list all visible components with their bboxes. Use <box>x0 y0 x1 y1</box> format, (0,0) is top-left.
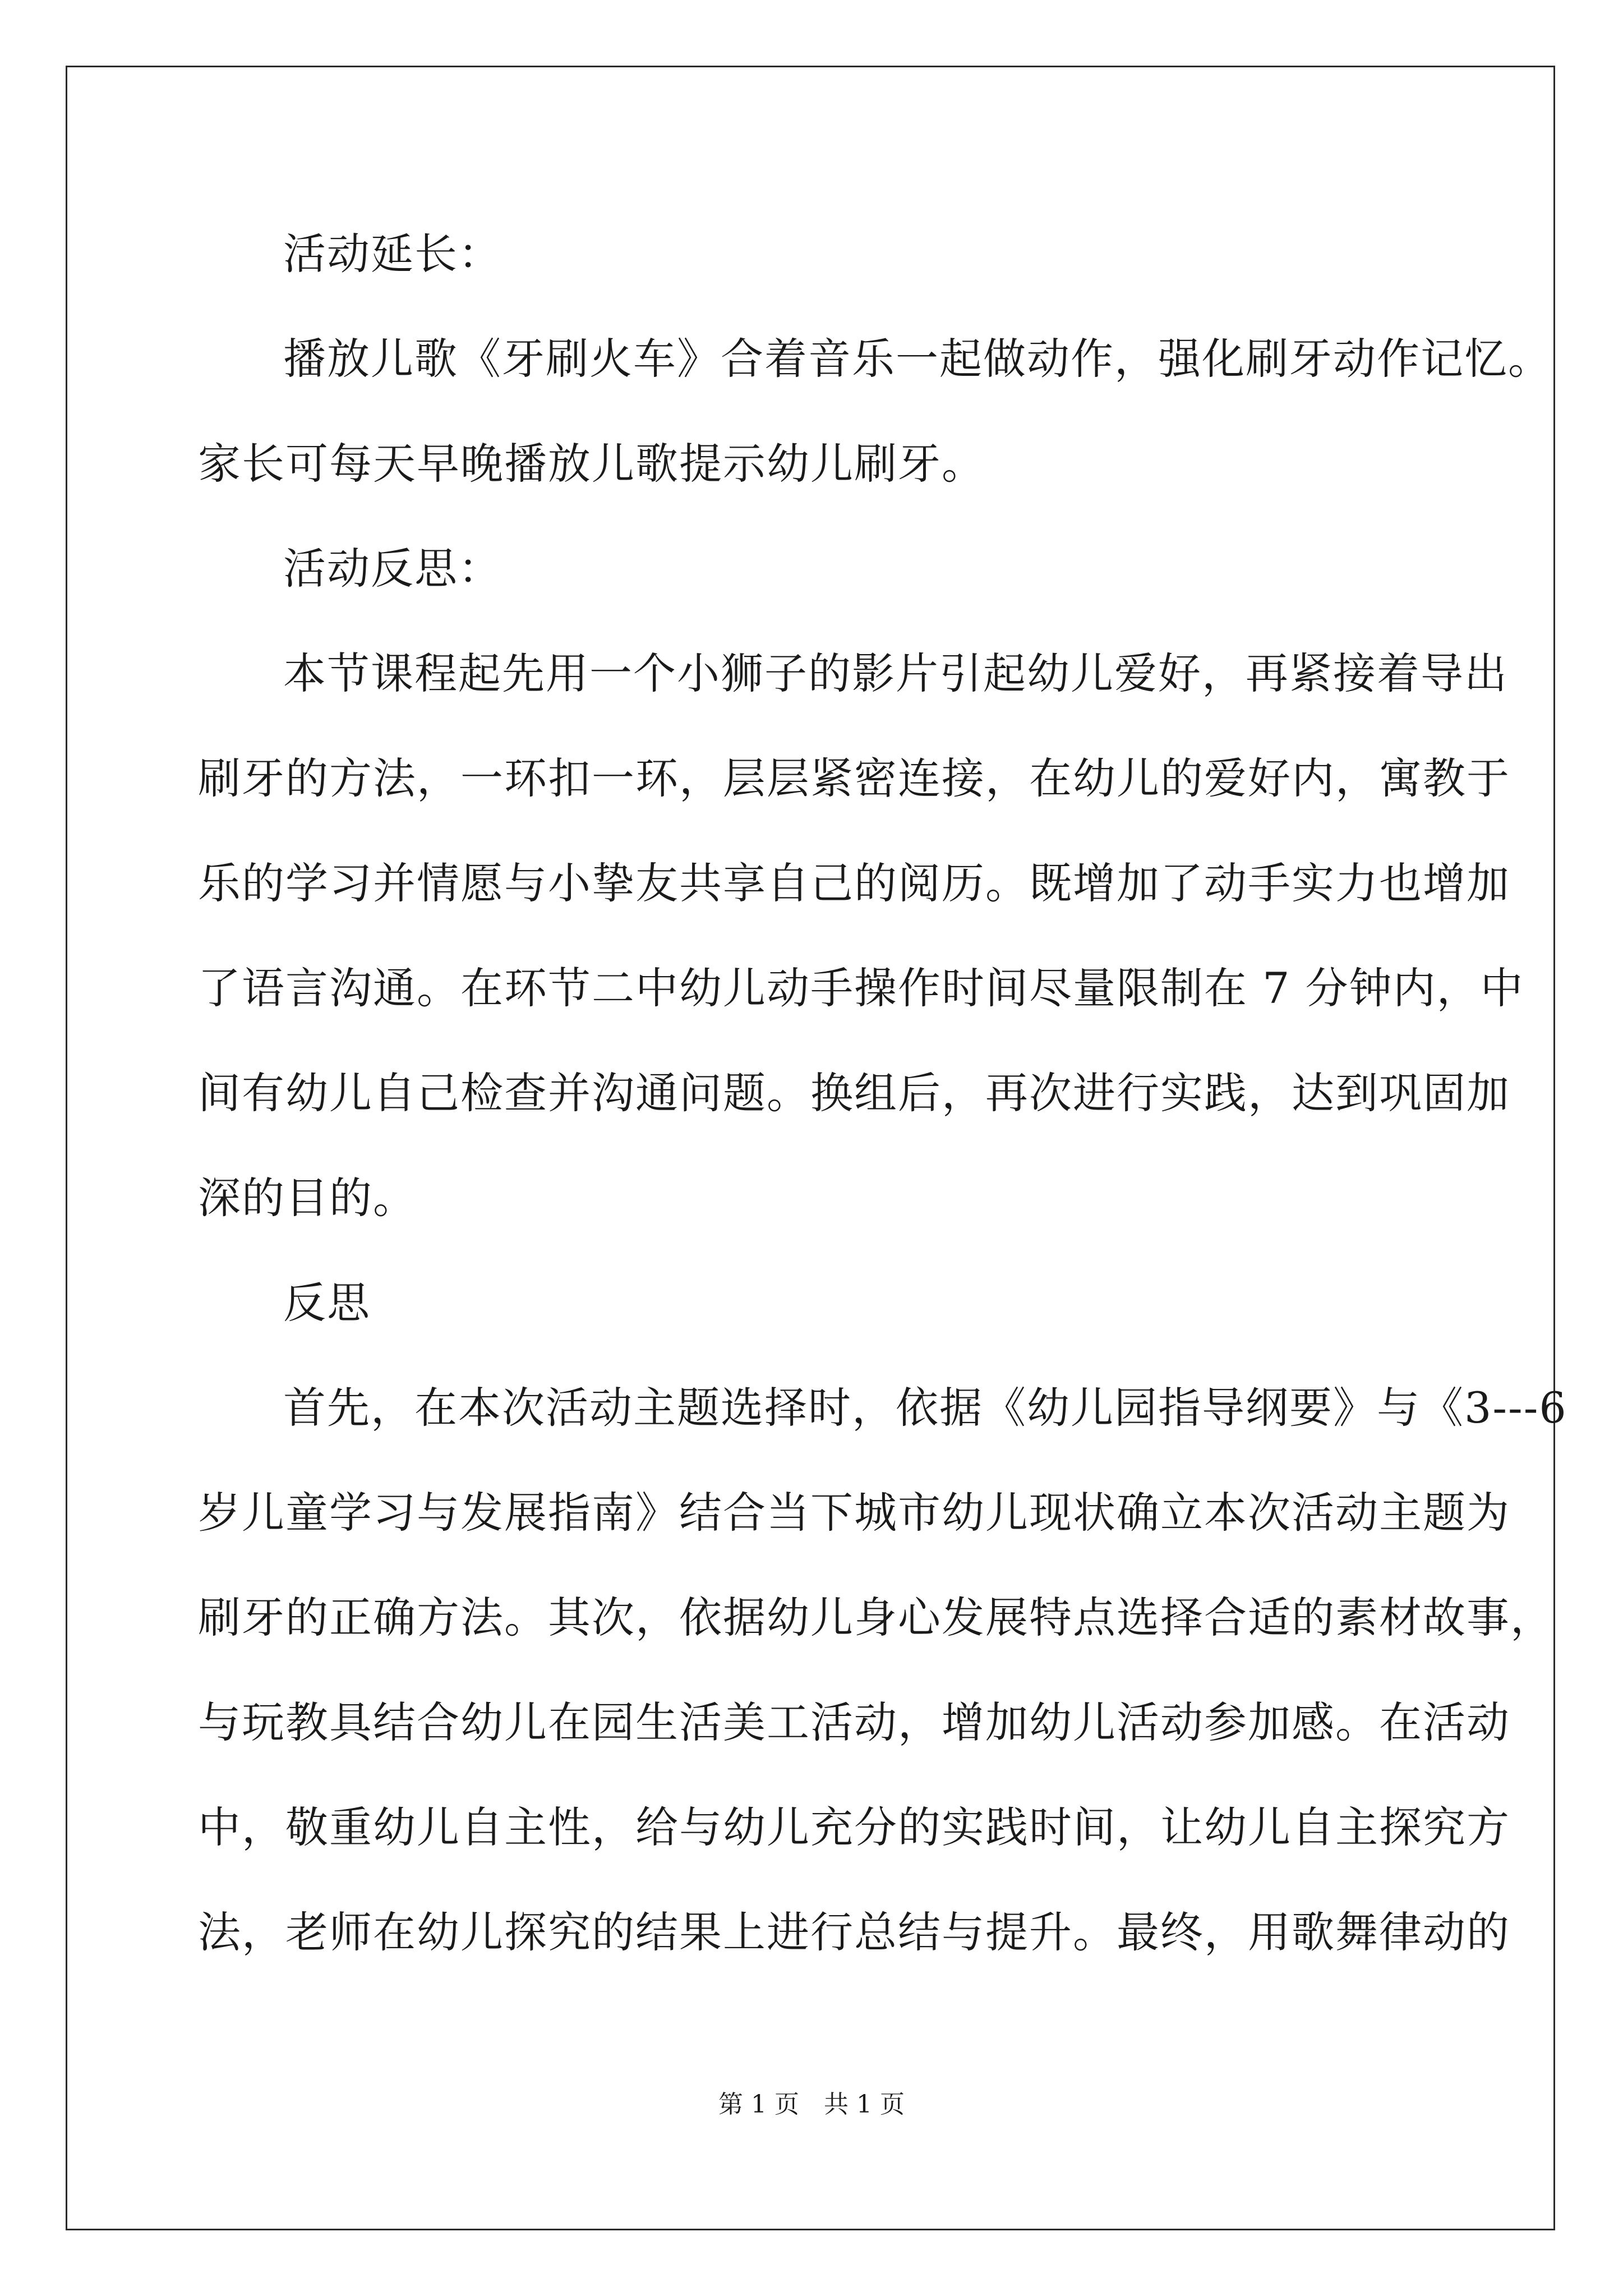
paragraph-line: 中，敬重幼儿自主性，给与幼儿充分的实践时间，让幼儿自主探究方 <box>198 1802 1510 1852</box>
paragraph-line: 了语言沟通。在环节二中幼儿动手操作时间尽量限制在 7 分钟内，中 <box>198 963 1524 1013</box>
paragraph-line: 乐的学习并情愿与小挚友共享自己的阅历。既增加了动手实力也增加 <box>198 858 1510 908</box>
paragraph-line: 家长可每天早晚播放儿歌提示幼儿刷牙。 <box>198 439 985 489</box>
paragraph-line: 法，老师在幼儿探究的结果上进行总结与提升。最终，用歌舞律动的 <box>198 1907 1510 1957</box>
section-heading-reflection-2: 反思 <box>283 1278 371 1328</box>
paragraph-line: 与玩教具结合幼儿在园生活美工活动，增加幼儿活动参加感。在活动 <box>198 1697 1510 1747</box>
paragraph-line: 深的目的。 <box>198 1173 417 1223</box>
section-heading-reflection: 活动反思： <box>283 544 502 593</box>
paragraph-line: 间有幼儿自己检查并沟通问题。换组后，再次进行实践，达到巩固加 <box>198 1068 1510 1118</box>
page-number-footer: 第 1 页 共 1 页 <box>718 2090 905 2119</box>
paragraph-line: 本节课程起先用一个小狮子的影片引起幼儿爱好，再紧接着导出 <box>283 648 1508 698</box>
paragraph-line: 播放儿歌《牙刷火车》合着音乐一起做动作，强化刷牙动作记忆。 <box>283 334 1552 384</box>
paragraph-line: 刷牙的正确方法。其次，依据幼儿身心发展特点选择合适的素材故事， <box>198 1593 1554 1642</box>
section-heading-extension: 活动延长： <box>283 229 502 279</box>
paragraph-line: 岁儿童学习与发展指南》结合当下城市幼儿现状确立本次活动主题为 <box>198 1488 1510 1538</box>
paragraph-line: 首先，在本次活动主题选择时，依据《幼儿园指导纲要》与《3---6 <box>283 1383 1567 1433</box>
paragraph-line: 刷牙的方法，一环扣一环，层层紧密连接，在幼儿的爱好内，寓教于 <box>198 753 1510 803</box>
